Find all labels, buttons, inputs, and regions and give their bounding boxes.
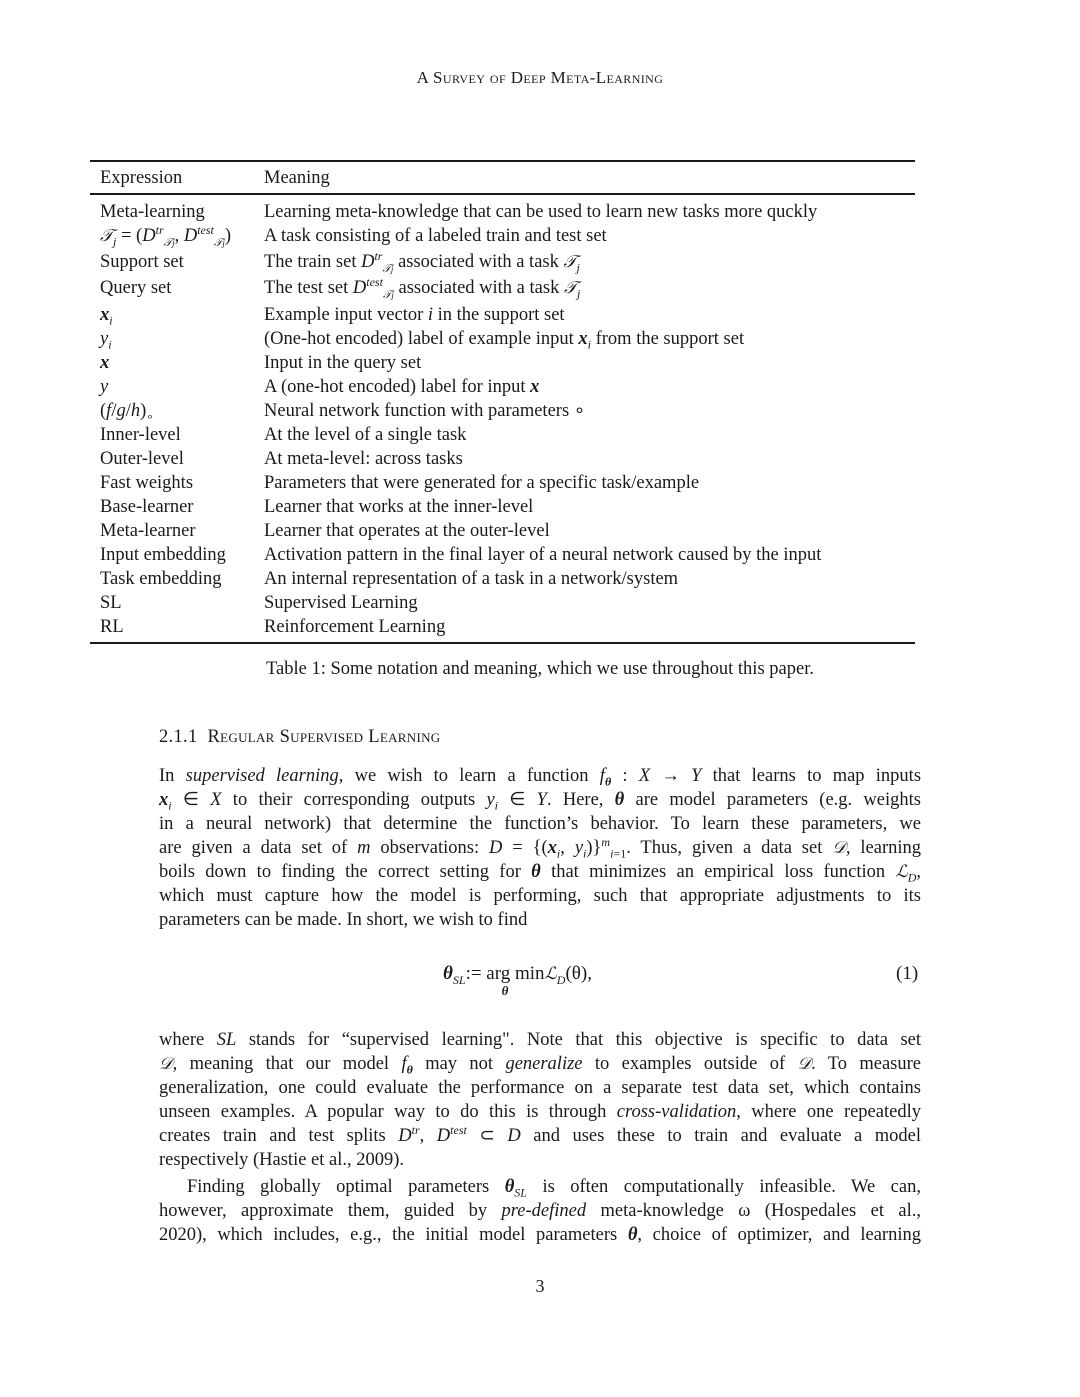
section-title: Regular Supervised Learning <box>207 727 441 747</box>
table-row <box>90 303 915 327</box>
text: and uses these to train and evaluate a model <box>520 1126 921 1146</box>
table-row <box>90 351 915 375</box>
meaning-cell: Neural network function with parameters ∘ <box>264 401 586 421</box>
text: , meaning that our model <box>172 1054 402 1074</box>
meaning-cell-math: (One-hot encoded) label of example input $x_i$ from the support set <box>264 329 745 352</box>
text-line: respectively (Hastie et al., 2009). <box>159 1150 405 1170</box>
equation-1 <box>0 960 1080 1000</box>
text: stands for “supervised learning". Note that this objective is specific to data set <box>236 1030 921 1050</box>
text: In <box>159 766 186 786</box>
text: may not <box>412 1054 506 1074</box>
meaning-cell: Supervised Learning <box>264 593 418 613</box>
meaning-cell-math: The test set $D^{test}_{𝒯j}$ associated with a task 𝒯$_j$ <box>264 274 581 301</box>
expression-cell-math: y <box>100 377 109 397</box>
text-line: In supervised learning, we wish to learn a function $f_\theta$ : X → Y that learns to map inputs <box>159 766 922 789</box>
meaning-cell: At meta-level: across tasks <box>264 449 463 469</box>
table-row <box>90 615 915 639</box>
paragraph-generalization <box>159 1028 921 1172</box>
text-line <box>159 1199 921 1223</box>
text: . To measure <box>811 1054 921 1074</box>
equation-rhs: (θ), <box>565 963 592 984</box>
text: where <box>159 1030 217 1050</box>
emphasis: supervised learning <box>185 766 339 786</box>
text-line: parameters can be made. In short, we wish to find <box>159 910 528 930</box>
expression-cell-math: 𝒯$_j$ = ($D^{tr}_{𝒯j}$, $D^{test}_{𝒯j}$) <box>100 222 231 249</box>
table-row <box>90 224 915 248</box>
expression-cell: Fast weights <box>100 473 194 493</box>
emphasis: pre-defined <box>501 1201 587 1221</box>
expression-cell-math: $(f/g/h)_\circ$ <box>100 401 154 424</box>
meaning-cell-math: A (one-hot encoded) label for input x <box>264 377 540 397</box>
page-number: 3 <box>535 1276 545 1296</box>
table-row <box>90 200 915 224</box>
meaning-cell: Learner that operates at the outer-level <box>264 521 550 541</box>
text-line <box>159 1100 921 1124</box>
table-row <box>90 250 915 274</box>
section-heading <box>159 727 440 748</box>
text-line: in a neural network) that determine the function’s behavior. To learn these parameters, we <box>159 814 921 834</box>
meaning-cell: At the level of a single task <box>264 425 467 445</box>
emphasis: cross-validation <box>616 1102 737 1122</box>
text: 2020), which includes, e.g., the initial model parameters <box>159 1225 628 1245</box>
text: to examples outside of <box>582 1054 798 1074</box>
table-bottom-rule <box>90 642 915 644</box>
text: . Here, <box>546 790 615 810</box>
table-row <box>90 567 915 591</box>
argmin-subscript: θ <box>501 983 509 998</box>
table-row <box>90 543 915 567</box>
text: however, approximate them, guided by <box>159 1201 502 1221</box>
text-line: Finding globally optimal parameters $\theta_{SL}$ is often computationally infeasible. We can, <box>187 1177 921 1200</box>
text: . Thus, given a data set <box>626 838 833 858</box>
table-row <box>90 276 915 300</box>
text-line: are given a data set of m observations: $D = \{(x_i$, $y_i)\}^m_{i=1}$. Thus, given a data set 𝒟, learning <box>159 834 922 861</box>
expression-cell-math: $x_i$ <box>100 305 113 328</box>
text: are model parameters (e.g. weights <box>624 790 921 810</box>
expression-cell: Task embedding <box>100 569 222 589</box>
equation-body: $\theta_{SL}:=$ arg min θ ℒ$_D$(θ), <box>443 963 592 998</box>
meaning-cell: Learning meta-knowledge that can be used to learn new tasks more quckly <box>264 202 818 222</box>
text: unseen examples. A popular way to do this is through <box>159 1102 617 1122</box>
text-line: 𝒟, meaning that our model $f_\theta$ may not generalize to examples outside of 𝒟. To measure <box>159 1054 921 1077</box>
text: boils down to finding the correct setting for <box>159 862 532 882</box>
paragraph-supervised-learning <box>159 764 921 932</box>
text-line: generalization, one could evaluate the performance on a separate test data set, which contains <box>159 1078 921 1098</box>
meaning-cell-math: Example input vector i in the support set <box>264 305 565 325</box>
expression-cell: Support set <box>100 252 184 272</box>
text: to their corresponding outputs <box>221 790 487 810</box>
expression-cell-math: x <box>100 353 110 373</box>
equation-operator: := arg min <box>465 963 545 984</box>
text: that minimizes an empirical loss function <box>540 862 896 882</box>
table-row <box>90 447 915 471</box>
expression-cell: SL <box>100 593 122 613</box>
section-number: 2.1.1 <box>159 727 198 747</box>
meaning-cell: Parameters that were generated for a specific task/example <box>264 473 700 493</box>
text-line: $x_i$ ∈ X to their corresponding outputs $y_i$ ∈ Y. Here, θ are model parameters (e.g. weights <box>159 790 921 813</box>
text-line: which must capture how the model is performing, such that appropriate adjustments to its <box>159 886 921 906</box>
text: , where one repeatedly <box>736 1102 921 1122</box>
expression-cell: Outer-level <box>100 449 184 469</box>
math-sl: SL <box>216 1030 237 1050</box>
text: Finding globally optimal parameters <box>187 1177 505 1197</box>
meaning-cell: Activation pattern in the final layer of a neural network caused by the input <box>264 545 822 565</box>
expression-cell: Input embedding <box>100 545 226 565</box>
table-row <box>90 471 915 495</box>
text: , choice of optimizer, and learning <box>637 1225 921 1245</box>
meaning-cell: A task consisting of a labeled train and test set <box>264 226 607 246</box>
expression-cell: Inner-level <box>100 425 181 445</box>
text: are given a data set of <box>159 838 358 858</box>
meaning-cell-math: The train set $D^{tr}_{𝒯j}$ associated with a task 𝒯$_j$ <box>264 248 580 275</box>
table-row <box>90 375 915 399</box>
table-row <box>90 399 915 423</box>
text: that learns to map inputs <box>701 766 922 786</box>
text-line <box>159 1028 921 1052</box>
text: observations: <box>370 838 489 858</box>
text-line: boils down to finding the correct setting for θ that minimizes an empirical loss function ℒ$_D$, <box>159 862 921 885</box>
table-caption: Table 1: Some notation and meaning, which we use throughout this paper. <box>266 659 814 679</box>
emphasis: generalize <box>505 1054 583 1074</box>
meaning-cell: Input in the query set <box>264 353 422 373</box>
meaning-cell: Reinforcement Learning <box>264 617 446 637</box>
expression-cell: Base-learner <box>100 497 194 517</box>
expression-cell: Meta-learner <box>100 521 196 541</box>
expression-cell: Meta-learning <box>100 202 205 222</box>
equation-subscript: SL <box>452 972 466 987</box>
expression-cell: Query set <box>100 278 172 298</box>
meaning-cell: Learner that works at the inner-level <box>264 497 534 517</box>
table-header-row <box>90 166 915 190</box>
table-row <box>90 495 915 519</box>
meaning-cell: An internal representation of a task in a network/system <box>264 569 679 589</box>
column-header-expression: Expression <box>100 168 183 188</box>
paragraph-meta-knowledge <box>159 1175 921 1247</box>
table-row <box>90 327 915 351</box>
table-header-rule <box>90 193 915 195</box>
text: meta-knowledge ω (Hospedales et al., <box>586 1201 921 1221</box>
table-row <box>90 423 915 447</box>
text-line: 2020), which includes, e.g., the initial model parameters θ, choice of optimizer, and learning <box>159 1225 921 1245</box>
column-header-meaning: Meaning <box>264 168 330 188</box>
running-head: A Survey of Deep Meta-Learning <box>416 68 664 87</box>
equation-number: (1) <box>896 963 919 984</box>
text: , learning <box>845 838 922 858</box>
expression-cell: RL <box>100 617 124 637</box>
text: is often computationally infeasible. We can, <box>526 1177 921 1197</box>
text: creates train and test splits <box>159 1126 399 1146</box>
table-top-rule <box>90 160 915 162</box>
text: , we wish to learn a function <box>338 766 600 786</box>
table-row <box>90 519 915 543</box>
text-line: creates train and test splits $D^{tr}$, $D^{test}$ ⊂ D and uses these to train and evaluate a model <box>159 1122 921 1146</box>
expression-cell-math: $y_i$ <box>100 329 112 352</box>
table-row <box>90 591 915 615</box>
